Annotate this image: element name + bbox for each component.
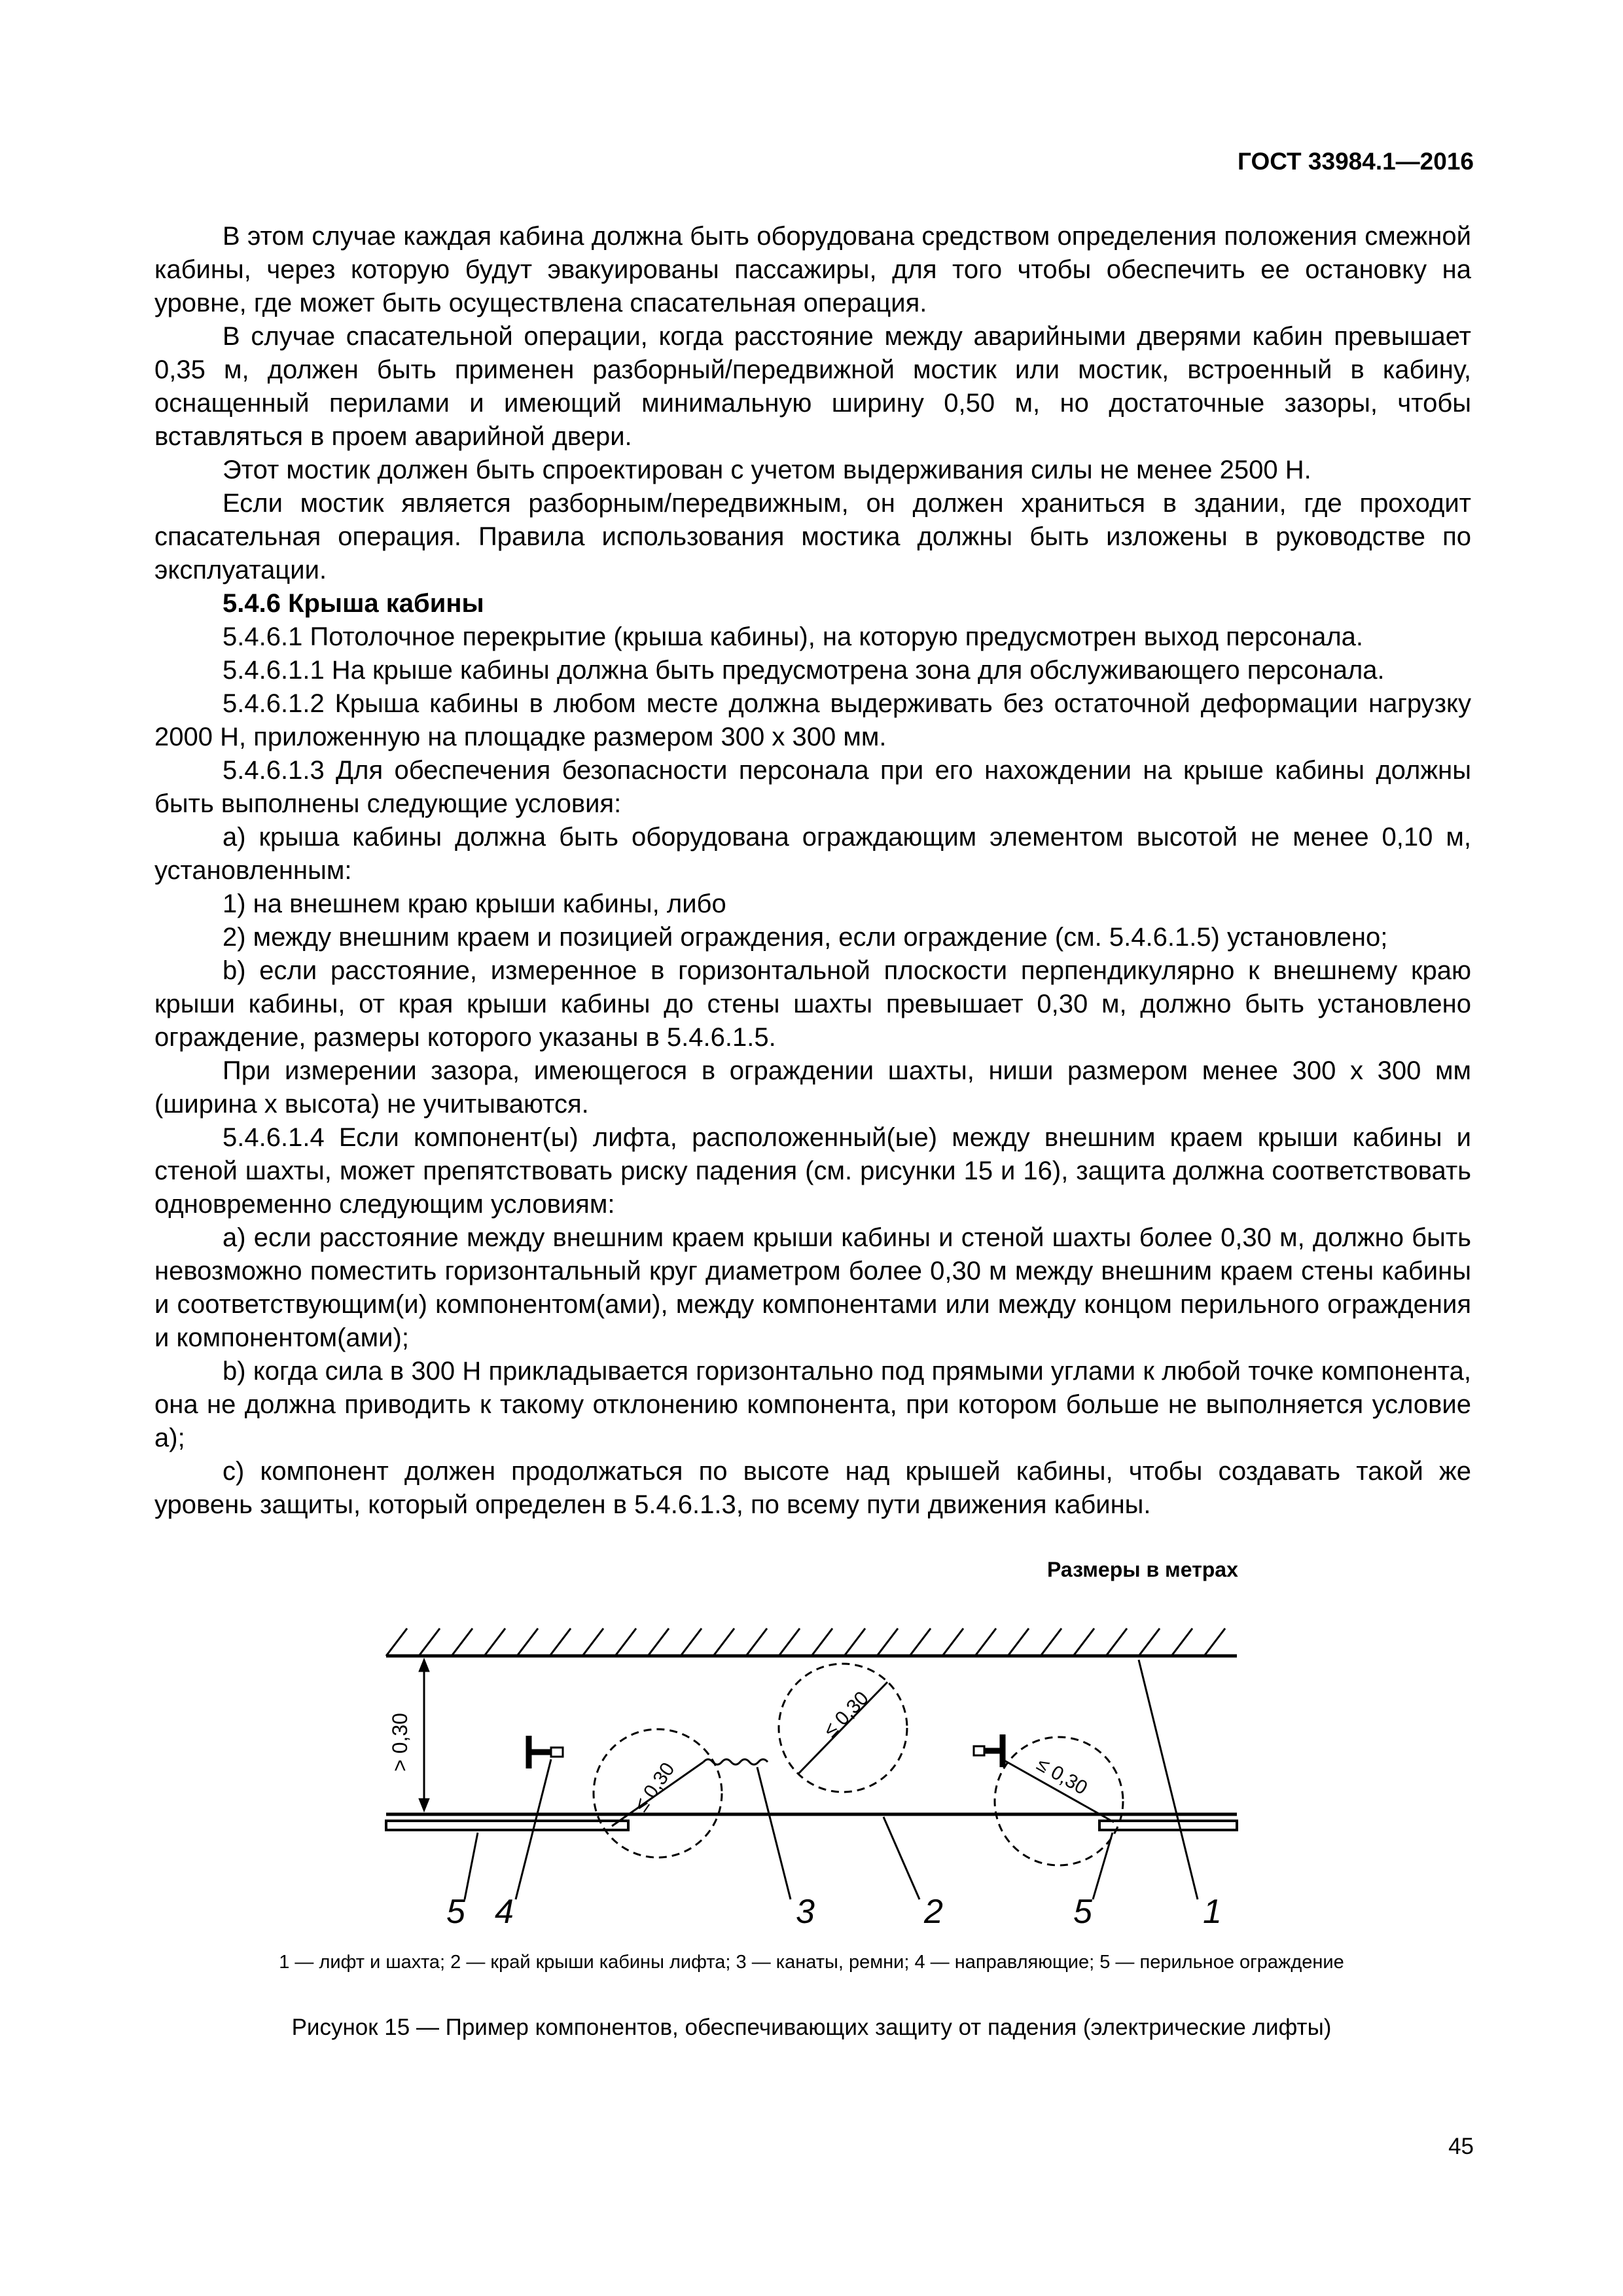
paragraph: с) компонент должен продолжаться по высоте над крышей кабины, чтобы создавать такой же уровень защиты, который определен в 5.4.6.1.3, по всему пути движения кабины. <box>154 1457 1471 1519</box>
paragraph: Этот мостик должен быть спроектирован с учетом выдерживания силы не менее 2500 Н. <box>223 456 1311 484</box>
label-4: 4 <box>495 1893 514 1931</box>
wall-hatching <box>386 1628 1225 1656</box>
figure-legend: 1 — лифт и шахта; 2 — край крыши кабины лифта; 3 — канаты, ремни; 4 — направляющие; 5 — перильное ограждение <box>279 1952 1344 1973</box>
paragraph: 5.4.6.1 Потолочное перекрытие (крыша кабины), на которую предусмотрен выход персонала. <box>223 622 1364 651</box>
figure-caption: Рисунок 15 — Пример компонентов, обеспечивающих защиту от падения (электрические лифты) <box>291 2015 1332 2040</box>
leader-2 <box>883 1817 919 1899</box>
paragraph: 5.4.6.1.2 Крыша кабины в любом месте должна выдерживать без остаточной деформации нагрузку 2000 Н, приложенную на площадке размером 300 х 300 мм. <box>154 689 1471 751</box>
leader-5-right <box>1093 1833 1113 1899</box>
dim-label-circle-left: ≤ 0,30 <box>630 1759 679 1816</box>
section-heading: 5.4.6 Крыша кабины <box>223 589 484 618</box>
leader-1 <box>1139 1660 1198 1899</box>
dim-label-circle-right: ≤ 0,30 <box>1033 1753 1092 1799</box>
balustrade-right <box>1099 1821 1237 1830</box>
paragraph: 5.4.6.1.3 Для обеспечения безопасности персонала при его нахождении на крыше кабины должны быть выполнены следующие условия: <box>154 756 1471 818</box>
paragraph: 2) между внешним краем и позицией ограждения, если ограждение (см. 5.4.6.1.5) установлено; <box>223 923 1388 952</box>
balustrade-left <box>386 1821 628 1830</box>
label-3: 3 <box>796 1893 815 1931</box>
label-1: 1 <box>1203 1893 1222 1931</box>
units-note: Размеры в метрах <box>1047 1558 1238 1581</box>
page-number: 45 <box>1448 2134 1474 2159</box>
paragraph: 5.4.6.1.1 На крыше кабины должна быть предусмотрена зона для обслуживающего персонала. <box>223 656 1385 685</box>
paragraph: b) если расстояние, измеренное в горизонтальной плоскости перпендикулярно к внешнему краю крыши кабины, от края крыши кабины до стены шахты превышает 0,30 м, должно быть установлено ограждение, размеры которого указаны в 5.4.6.1.5. <box>154 956 1471 1052</box>
paragraph: 1) на внешнем краю крыши кабины, либо <box>223 889 726 918</box>
paragraph: 5.4.6.1.4 Если компонент(ы) лифта, расположенный(ые) между внешним краем крыши кабины и стеной шахты, может препятствовать риску падения (см. рисунки 15 и 16), защита должна соответствовать одновременно следующим условиям: <box>154 1123 1471 1219</box>
leader-5-left <box>465 1833 478 1899</box>
paragraph: При измерении зазора, имеющегося в ограждении шахты, ниши размером менее 300 х 300 мм (ширина х высота) не учитываются. <box>154 1056 1471 1119</box>
paragraph: а) крыша кабины должна быть оборудована ограждающим элементом высотой не менее 0,10 м, установленным: <box>154 823 1471 885</box>
figure-15 <box>366 1590 1283 1944</box>
standard-header: ГОСТ 33984.1—2016 <box>1237 148 1474 175</box>
body-text <box>154 220 1471 1522</box>
label-2: 2 <box>924 1893 943 1931</box>
guide-rail-right-shoe <box>974 1746 984 1755</box>
dim-arrow-top <box>419 1659 429 1672</box>
paragraph: b) когда сила в 300 Н прикладывается горизонтально под прямыми углами к любой точке компонента, она не должна приводить к такому отклонению компонента, при котором больше не выполняется условие а); <box>154 1357 1471 1452</box>
figure-diagram <box>366 1590 1283 1944</box>
paragraph: В случае спасательной операции, когда расстояние между аварийными дверями кабин превышает 0,35 м, должен быть применен разборный/передвижной мостик или мостик, встроенный в кабину, оснащенный перилами и имеющий минимальную ширину 0,50 м, но достаточные зазоры, чтобы вставляться в проем аварийной двери. <box>154 322 1471 451</box>
paragraph: Если мостик является разборным/передвижным, он должен храниться в здании, где проходит спасательная операция. Правила использования мостика должны быть изложены в руководстве по эксплуатации. <box>154 489 1471 584</box>
paragraph: В этом случае каждая кабина должна быть оборудована средством определения положения смежной кабины, через которую будут эвакуированы пассажиры, для того чтобы обеспечить ее остановку на уровне, где может быть осуществлена спасательная операция. <box>154 222 1471 317</box>
dim-arrow-bottom <box>419 1799 429 1812</box>
leader-3 <box>757 1767 791 1899</box>
dim-label-circle-middle: ≤ 0,30 <box>819 1687 873 1742</box>
dim-label-gap: > 0,30 <box>388 1713 412 1772</box>
label-5-left: 5 <box>446 1893 465 1931</box>
paragraph: а) если расстояние между внешним краем крыши кабины и стеной шахты более 0,30 м, должно быть невозможно поместить горизонтальный круг диаметром более 0,30 м между внешним краем стены кабины и соответствующим(и) компонентом(ами), между компонентами или между концом перильного ограждения и компонентом(ами); <box>154 1223 1471 1352</box>
guide-rail-shoe <box>551 1748 563 1757</box>
label-5-right: 5 <box>1073 1893 1092 1931</box>
test-circle-right <box>995 1737 1123 1865</box>
